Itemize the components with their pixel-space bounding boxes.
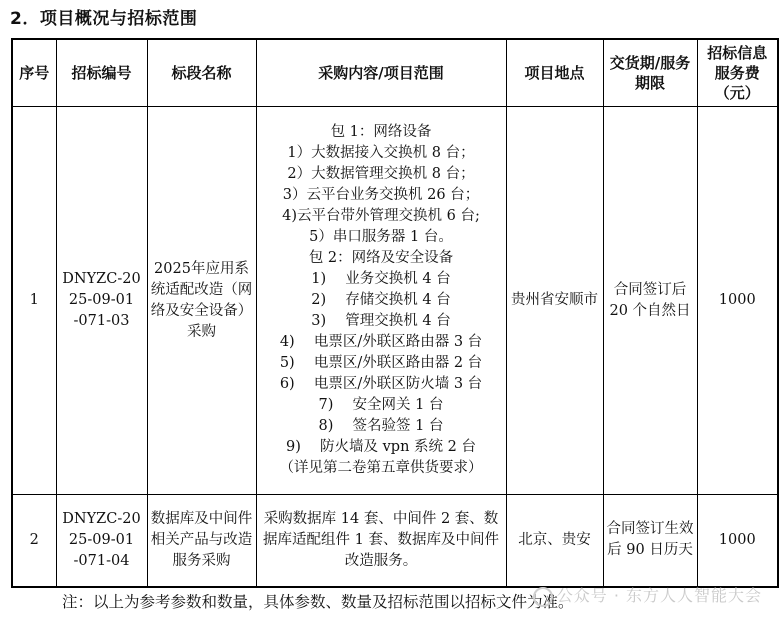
code-line: -071-04 <box>73 552 130 569</box>
header-code: 招标编号 <box>56 39 147 107</box>
header-location: 项目地点 <box>506 39 603 107</box>
wechat-logo-icon <box>533 587 553 607</box>
scope-line: 包 2：网络及安全设备 <box>308 250 454 266</box>
cell-seq: 1 <box>12 107 56 495</box>
header-fee: 招标信息服务费（元） <box>697 39 778 107</box>
cell-code <box>56 107 147 495</box>
scope-line: 6) 电票区/外联区防火墙 3 台 <box>279 376 483 392</box>
cell-location: 贵州省安顺市 <box>506 107 603 495</box>
scope-line: 4)云平台带外管理交换机 6 台; <box>282 208 480 224</box>
table-row <box>12 495 778 587</box>
table-row <box>12 107 778 495</box>
scope-line: 8) 签名验签 1 台 <box>318 418 444 434</box>
cell-name: 数据库及中间件相关产品与改造服务采购 <box>147 495 256 587</box>
cell-fee: 1000 <box>697 495 778 587</box>
cell-code <box>56 495 147 587</box>
header-seq: 序号 <box>12 39 56 107</box>
header-scope: 采购内容/项目范围 <box>256 39 506 107</box>
code-line: -071-03 <box>73 313 130 329</box>
code-line: 25-09-01 <box>68 531 135 548</box>
scope-line: 5）串口服务器 1 台。 <box>309 229 453 245</box>
scope-line: 3) 管理交换机 4 台 <box>311 313 451 329</box>
scope-line: 4) 电票区/外联区路由器 3 台 <box>279 334 483 350</box>
watermark <box>533 583 762 607</box>
watermark-text: 公众号 · 东方人人智能大会 <box>556 586 762 605</box>
scope-line: 3）云平台业务交换机 26 台； <box>282 187 480 203</box>
scope-line: 1) 业务交换机 4 台 <box>311 271 451 287</box>
cell-scope <box>256 107 506 495</box>
cell-fee: 1000 <box>697 107 778 495</box>
scope-line: （详见第二卷第五章供货要求） <box>279 460 483 476</box>
cell-period: 合同签订后 20 个自然日 <box>603 107 697 495</box>
header-period: 交货期/服务期限 <box>603 39 697 107</box>
header-name: 标段名称 <box>147 39 256 107</box>
cell-period: 合同签订生效后 90 日历天 <box>603 495 697 587</box>
scope-line: 2) 存储交换机 4 台 <box>311 292 451 308</box>
scope-line: 1）大数据接入交换机 8 台； <box>287 145 475 161</box>
scope-line: 包 1：网络设备 <box>330 124 432 140</box>
footnote: 注：以上为参考参数和数量，具体参数、数量及招标范围以招标文件为准。 <box>62 593 574 611</box>
code-line: DNYZC-20 <box>62 510 141 527</box>
bid-table <box>11 38 779 588</box>
cell-location: 北京、贵安 <box>506 495 603 587</box>
cell-name: 2025年应用系统适配改造（网络及安全设备）采购 <box>147 107 256 495</box>
code-line: DNYZC-20 <box>62 271 141 287</box>
table-header-row <box>12 39 778 107</box>
section-heading: 2．项目概况与招标范围 <box>10 9 198 29</box>
scope-line: 2）大数据管理交换机 8 台； <box>287 166 475 182</box>
scope-line: 9) 防火墙及 vpn 系统 2 台 <box>286 439 476 455</box>
scope-line: 7) 安全网关 1 台 <box>318 397 444 413</box>
cell-scope: 采购数据库 14 套、中间件 2 套、数据库适配组件 1 套、数据库及中间件改造服务。 <box>256 495 506 587</box>
code-line: 25-09-01 <box>68 292 135 308</box>
scope-line: 5) 电票区/外联区路由器 2 台 <box>279 355 483 371</box>
cell-seq: 2 <box>12 495 56 587</box>
